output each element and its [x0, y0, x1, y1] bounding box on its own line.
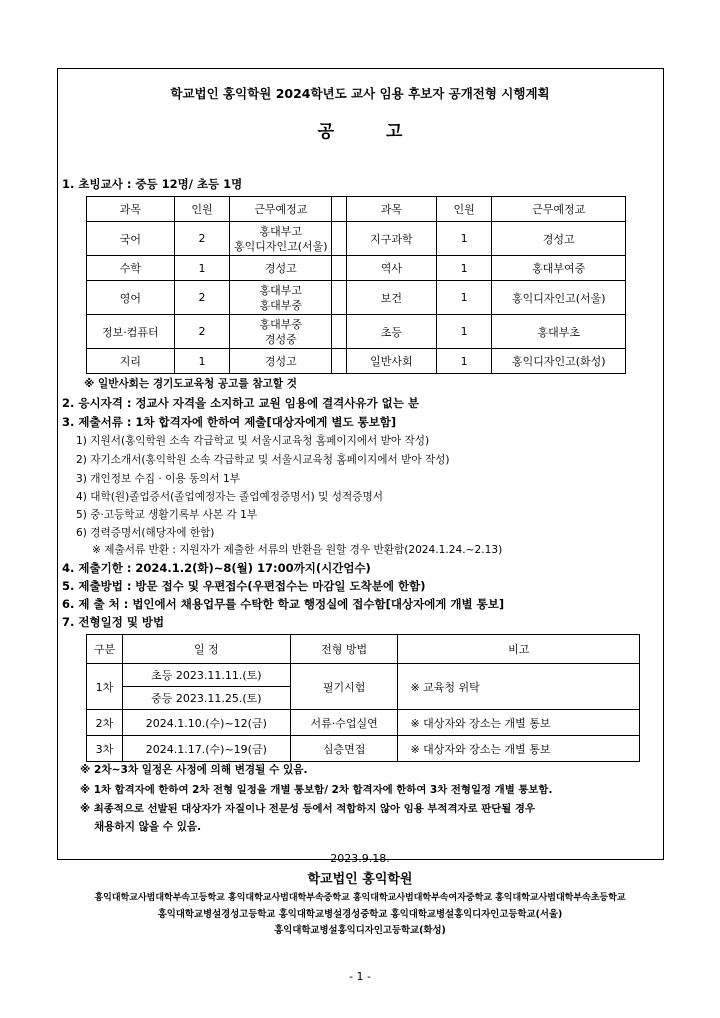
document-title: 학교법인 홍익학원 2024학년도 교사 임용 후보자 공개전형 시행계획 [170, 86, 550, 101]
cell-date: 초등 2023.11.11.(토) [122, 664, 290, 687]
col-method: 전형 방법 [290, 635, 398, 664]
doc-item: 3) 개인정보 수집 · 이용 동의서 1부 [76, 473, 240, 485]
col-stage: 구분 [87, 635, 123, 664]
heading-char-2: 고 [386, 122, 403, 142]
school-list-line: 홍익대학교사범대학부속고등학교 홍익대학교사범대학부속중학교 홍익대학교사범대학부속여자중학교 홍익대학교사범대학부속초등학교 [94, 893, 626, 903]
cell-count: 2 [174, 222, 230, 256]
cell-subject: 영어 [87, 281, 175, 315]
section-5: 5. 제출방법 : 방문 접수 및 우편접수(우편접수는 마감일 도착분에 한함) [62, 579, 426, 593]
school-line: 홍대부고 [259, 224, 303, 238]
page-number: - 1 - [349, 970, 371, 983]
cell-school: 경성고 [230, 256, 332, 281]
table-row [87, 349, 626, 374]
cell-stage: 2차 [87, 710, 123, 736]
cell-school: 홍대부여중 [492, 256, 626, 281]
cell-school [230, 281, 332, 315]
note-social-studies: ※ 일반사회는 경기도교육청 공고를 참고할 것 [84, 378, 297, 390]
doc-item: 6) 경력증명서(해당자에 한함) [76, 527, 215, 539]
col-schedule: 일 정 [122, 635, 290, 664]
table-row [87, 710, 640, 736]
column-gap [332, 349, 347, 374]
cell-subject: 일반사회 [347, 349, 437, 374]
cell-school: 경성고 [492, 222, 626, 256]
column-gap [332, 197, 347, 222]
cell-count: 2 [174, 281, 230, 315]
col-subject-2: 과목 [347, 197, 437, 222]
cell-subject: 정보·컴퓨터 [87, 315, 175, 349]
recruitment-table [86, 196, 626, 374]
doc-item: 5) 중·고등학교 생활기록부 사본 각 1부 [76, 509, 258, 521]
school-line: 홍익디자인고(서울) [233, 239, 328, 253]
schedule-note: ※ 1차 합격자에 한하여 2차 전형 일정을 개별 통보함/ 2차 합격자에 한하여 3차 전형일정 개별 통보함. [80, 784, 553, 796]
table-row [87, 256, 626, 281]
school-line: 홍대부고 [259, 283, 303, 297]
col-count-2: 인원 [436, 197, 492, 222]
cell-count: 1 [436, 222, 492, 256]
table-header-row [87, 197, 626, 222]
cell-subject: 역사 [347, 256, 437, 281]
schedule-note: ※ 최종적으로 선발된 대상자가 자질이나 전문성 등에서 적합하지 않아 임용 부적격자로 판단될 경우 [80, 803, 536, 815]
table-row [87, 315, 626, 349]
schedule-note: ※ 2차~3차 일정은 사정에 의해 변경될 수 있음. [80, 764, 308, 776]
cell-remarks: ※ 대상자와 장소는 개별 통보 [398, 710, 640, 736]
school-line: 홍대부중 [259, 298, 303, 312]
school-list-line: 홍익대학교병설경성고등학교 홍익대학교병설경성중학교 홍익대학교병설홍익디자인고등학교(서울) [157, 909, 563, 920]
column-gap [332, 222, 347, 256]
cell-school: 홍익디자인고(서울) [492, 281, 626, 315]
cell-subject: 국어 [87, 222, 175, 256]
cell-school: 홍대부초 [492, 315, 626, 349]
announcement-date: 2023.9.18. [330, 852, 390, 865]
cell-method: 필기시험 [290, 664, 398, 710]
cell-subject: 지구과학 [347, 222, 437, 256]
cell-school: 경성고 [230, 349, 332, 374]
cell-subject: 수학 [87, 256, 175, 281]
section-2: 2. 응시자격 : 정교사 자격을 소지하고 교원 임용에 결격사유가 없는 분 [62, 396, 419, 410]
school-line: 경성중 [264, 332, 297, 346]
col-remarks: 비고 [398, 635, 640, 664]
table-row [87, 222, 626, 256]
cell-count: 1 [174, 256, 230, 281]
col-count: 인원 [174, 197, 230, 222]
school-list-line: 홍익대학교병설홍익디자인고등학교(화성) [274, 925, 446, 936]
cell-school [230, 222, 332, 256]
table-row [87, 736, 640, 762]
cell-school: 홍익디자인고(화성) [492, 349, 626, 374]
table-header-row [87, 635, 640, 664]
cell-count: 1 [436, 256, 492, 281]
column-gap [332, 281, 347, 315]
section-7: 7. 전형일정 및 방법 [62, 615, 165, 629]
cell-method: 심층면접 [290, 736, 398, 762]
cell-subject: 지리 [87, 349, 175, 374]
section-1: 1. 초빙교사 : 중등 12명/ 초등 1명 [62, 177, 243, 191]
section-4: 4. 제출기한 : 2024.1.2(화)~8(월) 17:00까지(시간엄수) [62, 561, 371, 575]
cell-date: 중등 2023.11.25.(토) [122, 687, 290, 710]
doc-item: 4) 대학(원)졸업증서(졸업예정자는 졸업예정증명서) 및 성적증명서 [76, 491, 383, 503]
doc-item: 1) 지원서(홍익학원 소속 각급학교 및 서울시교육청 홈페이지에서 받아 작성) [76, 435, 430, 447]
cell-remarks: ※ 교육청 위탁 [398, 664, 640, 710]
school-line: 홍대부중 [259, 317, 303, 331]
table-row [87, 281, 626, 315]
cell-count: 1 [436, 315, 492, 349]
section-6: 6. 제 출 처 : 법인에서 채용업무를 수탁한 학교 행정실에 접수함[대상자에게 개별 통보] [62, 597, 505, 611]
schedule-table [86, 634, 640, 762]
doc-return-note: ※ 제출서류 반환 : 지원자가 제출한 서류의 반환을 원할 경우 반환함(2024.1.24.~2.13) [92, 544, 503, 556]
cell-count: 1 [174, 349, 230, 374]
corporation-name: 학교법인 홍익학원 [307, 872, 413, 887]
cell-method: 서류·수업실연 [290, 710, 398, 736]
doc-item: 2) 자기소개서(홍익학원 소속 각급학교 및 서울시교육청 홈페이지에서 받아 작성) [76, 454, 450, 466]
schedule-note: 채용하지 않을 수 있음. [94, 821, 202, 833]
column-gap [332, 315, 347, 349]
cell-stage: 3차 [87, 736, 123, 762]
col-school: 근무예정교 [230, 197, 332, 222]
cell-date: 2024.1.10.(수)~12(금) [122, 710, 290, 736]
table-row [87, 664, 640, 687]
cell-stage: 1차 [87, 664, 123, 710]
col-school-2: 근무예정교 [492, 197, 626, 222]
col-subject: 과목 [87, 197, 175, 222]
cell-count: 2 [174, 315, 230, 349]
heading-char-1: 공 [317, 122, 334, 142]
cell-school [230, 315, 332, 349]
cell-subject: 보건 [347, 281, 437, 315]
cell-count: 1 [436, 281, 492, 315]
cell-subject: 초등 [347, 315, 437, 349]
cell-date: 2024.1.17.(수)~19(금) [122, 736, 290, 762]
announcement-heading [0, 117, 720, 142]
column-gap [332, 256, 347, 281]
cell-count: 1 [436, 349, 492, 374]
cell-remarks: ※ 대상자와 장소는 개별 통보 [398, 736, 640, 762]
section-3: 3. 제출서류 : 1차 합격자에 한하여 제출[대상자에게 별도 통보함] [62, 415, 397, 429]
